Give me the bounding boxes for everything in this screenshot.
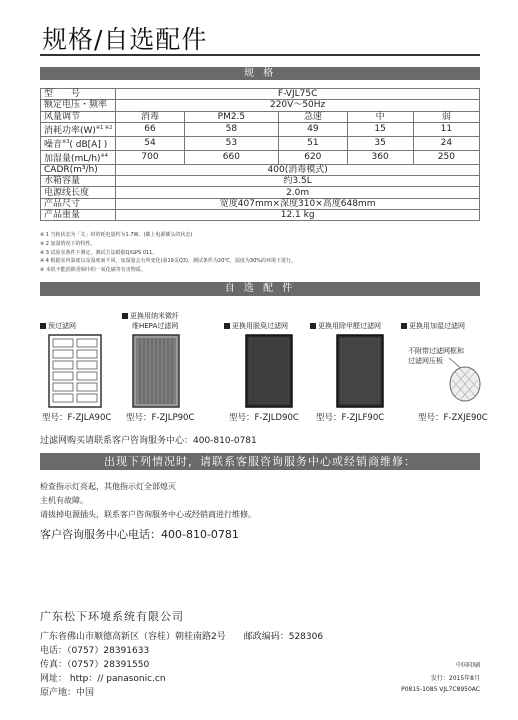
cell: 12.1 kg <box>116 210 480 221</box>
note: ※ 本机不能消除香烟中的一氧化碳等有害物质。 <box>40 267 146 274</box>
row-label <box>41 150 116 164</box>
note: ※ 3 试验室条件下测定，测试方法根据Q/GPS 011。 <box>40 249 158 256</box>
issue-date: 发行：2015年8月 <box>430 675 480 682</box>
square-bullet-icon <box>401 323 407 329</box>
cell: 660 <box>184 150 278 164</box>
cell: 250 <box>413 150 479 164</box>
accessory-model: 型号：F-ZJLF90C <box>316 413 385 423</box>
table-row <box>41 136 480 150</box>
cell: 66 <box>116 122 184 136</box>
pre-filter-image <box>48 334 102 408</box>
accessory-model: 型号：F-ZJLP90C <box>126 413 195 423</box>
cell: 35 <box>347 136 413 150</box>
cell: 54 <box>116 136 184 150</box>
cell: 弱 <box>413 111 479 122</box>
accessories-heading: 自 选 配 件 <box>224 283 296 294</box>
table-row <box>41 198 480 209</box>
table-row <box>41 150 480 164</box>
row-label: 额定电压・频率 <box>41 100 116 111</box>
cell: 700 <box>116 150 184 164</box>
printed-in: 中国印刷 <box>455 662 480 669</box>
square-bullet-icon <box>224 323 230 329</box>
note: ※ 4 根据室内温度以及湿度而不同。加湿量会有所变化(第19页Q3)。测试条件为20℃，湿度为30%的环境下进行。 <box>40 258 297 265</box>
row-label <box>41 122 116 136</box>
filter-purchase-hotline: 过滤网购买请联系客户咨询服务中心：400-810-0781 <box>40 436 257 446</box>
row-label: CADR(m³/h) <box>41 164 116 175</box>
footnote-mark: ※3 <box>62 138 70 145</box>
humidifier-filter-image <box>447 356 483 404</box>
note: ※ 2 加湿情况下的特性。 <box>40 240 96 247</box>
table-row <box>41 187 480 198</box>
company-website: 网址： http：// panasonic.cn <box>40 674 166 684</box>
cell: 急速 <box>279 111 347 122</box>
row-label-unit: ( dB[A] ) <box>69 139 108 150</box>
company-name: 广东松下环境系统有限公司 <box>40 610 184 623</box>
square-bullet-icon <box>310 323 316 329</box>
origin: 原产地：中国 <box>40 688 95 698</box>
row-label-text: 加湿量(mL/h) <box>44 153 101 164</box>
spec-notes <box>40 231 296 275</box>
humidifier-note-line1: 不附带过滤网框和 <box>408 347 464 355</box>
accessory-caption: 更换用加湿过滤网 <box>401 322 465 331</box>
row-label <box>41 136 116 150</box>
cell: 宽度407mm×深度310×高度648mm <box>116 198 480 209</box>
company-phone: 电话：（0757）28391633 <box>40 646 150 656</box>
hepa-filter-image <box>132 334 180 408</box>
table-row <box>41 89 480 100</box>
accessory-caption: 更换用脱臭过滤网 <box>224 322 288 331</box>
footnote-mark: ※4 <box>100 152 108 159</box>
row-label: 电源线长度 <box>41 187 116 198</box>
cell: 24 <box>413 136 479 150</box>
table-row <box>41 164 480 175</box>
table-row <box>41 176 480 187</box>
row-label: 风量调节 <box>41 111 116 122</box>
accessory-caption: 更换用纳米微纤 <box>122 312 179 321</box>
company-address: 广东省佛山市顺德高新区（容桂）朝桂南路2号 邮政编码：528306 <box>40 632 324 642</box>
service-banner-text: 出现下列情况时，请联系客服咨询服务中心或经销商维修： <box>104 455 416 468</box>
square-bullet-icon <box>40 323 46 329</box>
table-row <box>41 122 480 136</box>
service-line: 主机有故障。 <box>40 496 88 505</box>
service-line: 检查指示灯亮起，其他指示灯全部熄灭 <box>40 482 176 491</box>
deodorant-filter-image <box>245 334 293 408</box>
cell: 58 <box>184 122 278 136</box>
accessory-model: 型号：F-ZJLA90C <box>42 413 112 423</box>
spec-heading: 规 格 <box>243 68 277 79</box>
cell: 51 <box>279 136 347 150</box>
row-label-text: 噪音 <box>44 139 63 150</box>
cell: 2.0m <box>116 187 480 198</box>
formaldehyde-filter-image <box>336 334 384 408</box>
spec-heading-band <box>40 67 480 80</box>
cell: 11 <box>413 122 479 136</box>
cell: 15 <box>347 122 413 136</box>
page-title: 规格/自选配件 <box>42 25 208 54</box>
accessory-model: 型号：F-ZXJE90C <box>418 413 488 423</box>
service-hotline: 客户咨询服务中心电话：400-810-0781 <box>40 528 239 541</box>
table-row <box>41 210 480 221</box>
cell: 约3.5L <box>116 176 480 187</box>
accessory-caption-line2: 维HEPA过滤网 <box>132 322 179 330</box>
cell: 360 <box>347 150 413 164</box>
cell: 消毒 <box>116 111 184 122</box>
company-fax: 传真：（0757）28391550 <box>40 660 150 670</box>
title-rule <box>40 54 480 56</box>
cell: PM2.5 <box>184 111 278 122</box>
accessory-model: 型号：F-ZJLD90C <box>229 413 299 423</box>
accessories-heading-band <box>40 282 480 296</box>
document-code: P0815-1085 VJL7C8950AC <box>401 686 480 693</box>
footnote-mark: ※1 ※2 <box>95 124 113 131</box>
table-row <box>41 100 480 111</box>
cell: 220V～50Hz <box>116 100 480 111</box>
service-line: 请拔掉电源插头，联系客户咨询服务中心或经销商进行维修。 <box>40 510 256 519</box>
service-banner <box>40 453 480 470</box>
square-bullet-icon <box>122 313 128 319</box>
row-label: 产品重量 <box>41 210 116 221</box>
cell: 400(消毒模式) <box>116 164 480 175</box>
row-label: 水箱容量 <box>41 176 116 187</box>
row-label: 产品尺寸 <box>41 198 116 209</box>
cell: F-VJL75C <box>116 89 480 100</box>
table-row <box>41 111 480 122</box>
cell: 53 <box>184 136 278 150</box>
spec-table <box>40 88 480 221</box>
cell: 620 <box>279 150 347 164</box>
cell: 49 <box>279 122 347 136</box>
note: ※ 1 当转状态为「关」时的耗电量约为1.7W。(插上电源插头的状态) <box>40 232 193 238</box>
row-label-text: 消耗功率(W) <box>44 125 96 136</box>
cell: 中 <box>347 111 413 122</box>
row-label: 型 号 <box>41 89 116 100</box>
accessory-caption: 更换用除甲醛过滤网 <box>310 322 381 331</box>
humidifier-note-line2: 过滤网压板 <box>408 357 443 365</box>
accessory-caption: 预过滤网 <box>40 322 76 331</box>
